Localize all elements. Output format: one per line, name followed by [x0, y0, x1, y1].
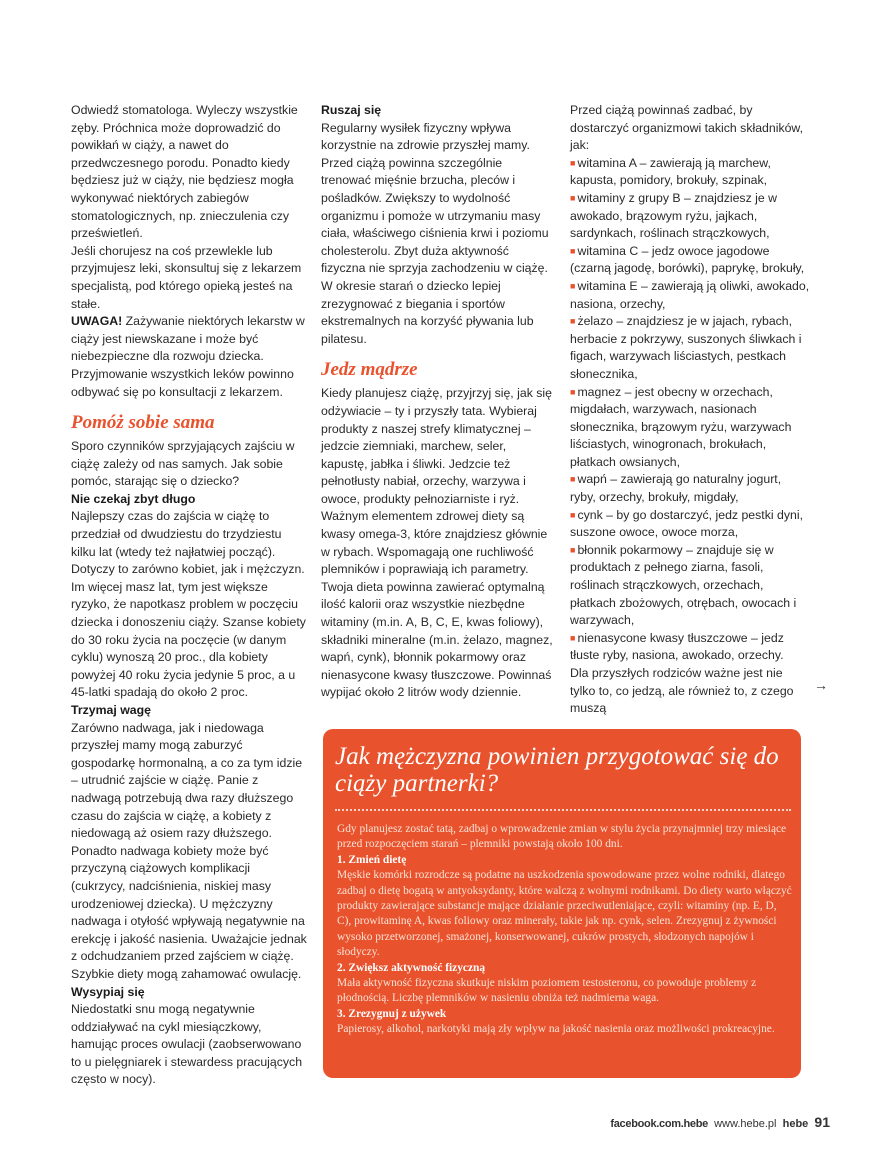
bullet-square-icon: ■: [570, 509, 576, 520]
list-item: ■ witamina E – zawierają ją oliwki, awokado, nasiona, orzechy,: [570, 278, 810, 311]
section-heading: Pomóż sobie sama: [71, 412, 215, 434]
box-section-heading: 1. Zmień dietę: [337, 853, 407, 866]
paragraph: Kiedy planujesz ciążę, przyjrzyj się, jak się odżywiacie – ty i przyszły tata. Wybieraj produkty z naszej strefy klimatycznej – jedzcie ziemniaki, marchew, seler, kapustę, jabłka i śliwki. Jedzcie też pełnotłusty nabiał, orzechy, warzywa i owoce, produkty pełnoziarniste i ryż. Ważnym elementem zdrowej diety są kwasy omega-3, które znajdziesz głównie w rybach. Wspomagają one ruchliwość plemników i poprawiają ich parametry. Twoja dieta powinna zawierać optymalną ilość kalorii oraz wszystkie niezbędne witaminy (m.in. A, B, C, E, kwas foliowy), składniki mineralne (m.in. żelazo, magnez, wapń, cynk), błonnik pokarmowy oraz nienasycone kwasy tłuszczowe. Powinnaś wypijać około 2 litrów wody dziennie.: [321, 386, 553, 700]
paragraph: Odwiedź stomatologa. Wyleczy wszystkie zęby. Próchnica może doprowadzić do powikłań w ciąży, a nawet do przedwczesnego porodu. Ponadto kiedy będziesz już w ciąży, nie będziesz mogła wykonywać niektórych zabiegów stomatologicznych, np. znieczulenia czy prześwietleń.: [71, 103, 298, 241]
list-item: ■ błonnik pokarmowy – znajduje się w produktach z pełnego ziarna, fasoli, roślinach strączkowych, orzechach, płatkach zbożowych, otrębach, owocach i warzywach,: [570, 542, 797, 628]
men-preparation-box: [323, 729, 801, 1078]
warning-label: UWAGA!: [71, 314, 123, 329]
paragraph: Zarówno nadwaga, jak i niedowaga przyszłej mamy mogą zaburzyć gospodarkę hormonalną, a co za tym idzie – utrudnić zajście w ciążę. Panie z nadwagą potrzebują dwa razy dłuższego czasu do zajścia w ciążę, a kobiety z niedowagą aż osiem razy dłuższego. Ponadto nadwaga kobiety może być przyczyną ciążowych komplikacji (cukrzycy, nadciśnienia, niskiej masy urodzeniowej dziecka). U mężczyzny nadwaga i otyłość wpływają negatywnie na erekcję i jakość nasienia. Uważajcie jednak z odchudzaniem przed zajściem w ciążę. Szybkie diety mogą zahamować owulację.: [71, 720, 307, 981]
facebook-link[interactable]: facebook.com.hebe: [610, 1118, 708, 1130]
box-section-heading: 2. Zwiększ aktywność fizyczną: [337, 961, 486, 974]
bullet-square-icon: ■: [570, 386, 576, 397]
list-item: ■ witaminy z grupy B – znajdziesz je w awokado, brązowym ryżu, jajkach, sardynkach, roślinach strączkowych,: [570, 190, 777, 241]
paragraph: Najlepszy czas do zajścia w ciążę to przedział od dwudziestu do trzydziestu kilku lat (wtedy też najłatwiej począć). Dotyczy to zarówno kobiet, jak i mężczyzn. Im więcej masz lat, tym jest większe ryzyko, że napotkasz problem w poczęciu dziecka i donoszeniu ciąży. Szanse kobiety do 30 roku życia na poczęcie (w danym cyklu) wynoszą 20 proc., dla kobiety powyżej 40 roku życia jedynie 5 proc, a u 45-latki spadają do około 2 proc.: [71, 509, 306, 700]
bullet-square-icon: ■: [570, 544, 576, 555]
brand-name: hebe: [782, 1118, 809, 1130]
subheading: Trzymaj wagę: [71, 703, 151, 717]
subheading: Wysypiaj się: [71, 984, 145, 999]
subheading: Nie czekaj zbyt długo: [71, 491, 196, 506]
nutrient-list: [570, 155, 810, 665]
paragraph: Przed ciążą powinnaś zadbać, by dostarczyć organizmowi takich składników, jak:: [570, 103, 804, 153]
bullet-square-icon: ■: [570, 474, 576, 485]
box-section-text: Papierosy, alkohol, narkotyki mają zły wpływ na jakość nasienia oraz możliwości prokreacyjne.: [337, 1023, 775, 1036]
paragraph: Jeśli chorujesz na coś przewlekle lub przyjmujesz leki, skonsultuj się z lekarzem specjalistą, pod którego opieką jesteś na stałe.: [71, 243, 302, 311]
box-section-text: Męskie komórki rozrodcze są podatne na uszkodzenia spowodowane przez wolne rodniki, dlatego zadbaj o dietę bogatą w antyoksydanty, które walczą z wolnymi rodnikami. Do diety warto włączyć produkty zawierające substancje mające działanie przeciwutleniające, czyli: witaminy (np. E, D, C), prowitaminę A, kwas foliowy oraz minerały, takie jak np. cynk, selen. Zrezygnuj z żywności wysoko przetworzonej, smażonej, konserwowanej, cukrów prostych, słodzonych napojów i słodyczy.: [337, 869, 792, 959]
section-heading: Jedz mądrze: [321, 359, 418, 381]
box-intro: Gdy planujesz zostać tatą, zadbaj o wprowadzenie zmian w stylu życia przynajmniej trzy miesiące przed rozpoczęciem starań – plemniki powstają około 100 dni.: [337, 823, 787, 851]
article-column-3: [570, 102, 810, 718]
article-column-2: [321, 102, 553, 702]
box-section-heading: 3. Zrezygnuj z używek: [337, 1007, 447, 1020]
dotted-divider: [335, 809, 791, 811]
page-footer: [610, 1114, 830, 1130]
continue-arrow-icon: →: [814, 677, 828, 693]
bullet-square-icon: ■: [570, 632, 576, 643]
bullet-square-icon: ■: [570, 192, 576, 203]
box-section-text: Mała aktywność fizyczna skutkuje niskim poziomem testosteronu, co powoduje problemy z płodnością. Liczbę plemników w nasieniu obniża też nadmierna waga.: [337, 977, 757, 1005]
paragraph: Dla przyszłych rodziców ważne jest nie tylko to, co jedzą, ale również to, z czego muszą: [570, 666, 794, 716]
subheading: Ruszaj się: [321, 103, 382, 117]
list-item: ■ żelazo – znajdziesz je w jajach, rybach, herbacie z pokrzywy, suszonych śliwkach i figach, warzywach liściastych, pestkach słonecznika,: [570, 314, 802, 381]
bullet-square-icon: ■: [570, 280, 576, 291]
paragraph: Regularny wysiłek fizyczny wpływa korzystnie na zdrowie przyszłej mamy. Przed ciążą powinna szczególnie trenować mięśnie brzucha, pleców i pośladków. Zwiększy to wydolność organizmu i pomoże w utrzymaniu masy ciała, właściwego ciśnienia krwi i poziomu cholesterolu. Zbyt duża aktywność fizyczna nie sprzyja zachodzeniu w ciążę. W okresie starań o dziecko lepiej zrezygnować z biegania i sportów ekstremalnych na korzyść pływania lub pilatesu.: [321, 120, 549, 346]
paragraph: Niedostatki snu mogą negatywnie oddziaływać na cykl miesiączkowy, hamując proces owulacji (zaobserwowano to u pielęgniarek i stewardess pracujących często w nocy).: [71, 1002, 303, 1087]
list-item: ■ wapń – zawierają go naturalny jogurt, ryby, orzechy, brokuły, migdały,: [570, 472, 782, 505]
bullet-square-icon: ■: [570, 316, 576, 327]
box-body: [337, 822, 793, 1038]
warning-text: Zażywanie niektórych lekarstw w ciąży jest niewskazane i może być niebezpieczne dla rozwoju dziecka. Przyjmowanie wszystkich leków powinno odbywać się po konsultacji z lekarzem.: [71, 314, 305, 399]
bullet-square-icon: ■: [570, 157, 576, 168]
page-number: 91: [814, 1114, 830, 1130]
paragraph: [71, 313, 307, 401]
bullet-square-icon: ■: [570, 245, 576, 256]
paragraph: Sporo czynników sprzyjających zajściu w ciążę zależy od nas samych. Jak sobie pomóc, starając się o dziecko?: [71, 439, 295, 489]
list-item: ■ magnez – jest obecny w orzechach, migdałach, warzywach, nasionach słonecznika, brązowym ryżu, warzywach liściastych, winogronach, brokułach, płatkach owsianych,: [570, 384, 792, 469]
box-title: Jak mężczyzna powinien przygotować się do ciąży partnerki?: [335, 743, 779, 797]
list-item: ■ witamina C – jedz owoce jagodowe (czarną jagodę, borówki), paprykę, brokuły,: [570, 243, 805, 276]
website-link[interactable]: www.hebe.pl: [714, 1118, 777, 1130]
list-item: ■ witamina A – zawierają ją marchew, kapusta, pomidory, brokuły, szpinak,: [570, 155, 771, 188]
article-column-1: [71, 102, 307, 1089]
list-item: ■ nienasycone kwasy tłuszczowe – jedz tłuste ryby, nasiona, awokado, orzechy.: [570, 630, 784, 663]
list-item: ■ cynk – by go dostarczyć, jedz pestki dyni, suszone owoce, owoce morza,: [570, 507, 803, 540]
